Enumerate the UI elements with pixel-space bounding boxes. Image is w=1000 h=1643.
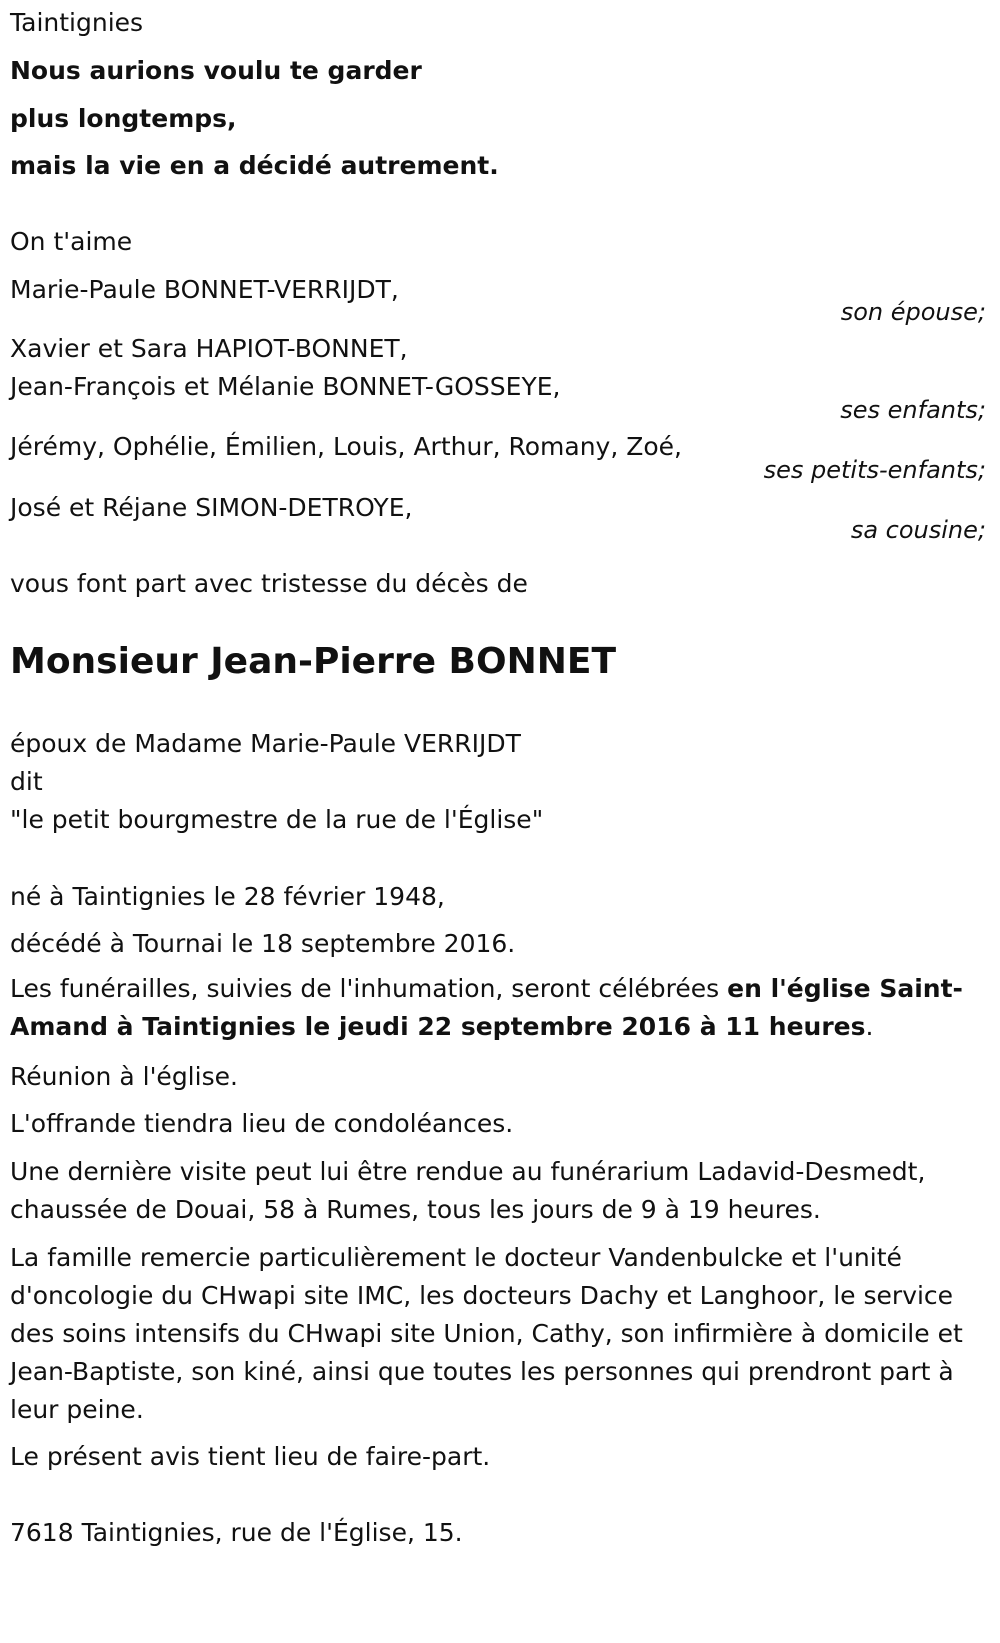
cousin: José et Réjane SIMON-DETROYE, (10, 493, 413, 522)
family-intro: On t'aime (10, 227, 133, 256)
quote-line-1: Nous aurions voulu te garder (10, 56, 422, 85)
address-line: 7618 Taintignies, rue de l'Église, 15. (10, 1518, 463, 1547)
visit-paragraph: Une dernière visite peut lui être rendue au funérarium Ladavid-Desmedt, chaussée de Douai, 58 à Rumes, tous les jours de 9 à 19 heures. (10, 1157, 926, 1224)
grandchildren-role: ses petits-enfants; (763, 456, 986, 484)
meeting-line: Réunion à l'église. (10, 1062, 238, 1091)
funeral-text-before: Les funérailles, suivies de l'inhumation, seront célébrées (10, 974, 728, 1003)
spouse-role: son épouse; (840, 298, 986, 326)
child-1: Xavier et Sara HAPIOT-BONNET, (10, 334, 408, 363)
funeral-paragraph (10, 970, 990, 1046)
funeral-text-bold: en l'église Saint-Amand à Taintignies le jeudi 22 septembre 2016 à 11 heures (10, 974, 963, 1041)
died-line: décédé à Tournai le 18 septembre 2016. (10, 929, 516, 958)
announce: vous font part avec tristesse du décès de (10, 569, 528, 598)
child-2: Jean-François et Mélanie BONNET-GOSSEYE, (10, 372, 561, 401)
dit-line: dit (10, 767, 43, 796)
thanks-paragraph: La famille remercie particulièrement le docteur Vandenbulcke et l'unité d'oncologie du CHwapi site IMC, les docteurs Dachy et Langhoor, le service des soins intensifs du CHwapi site Union, Cathy, son infirmière à domicile et Jean-Baptiste, son kiné, ainsi que toutes les personnes qui prendront part à leur peine. (10, 1243, 963, 1424)
cousin-role: sa cousine; (850, 516, 986, 544)
spouse-line: époux de Madame Marie-Paule VERRIJDT (10, 729, 521, 758)
born-line: né à Taintignies le 28 février 1948, (10, 882, 445, 911)
deceased-name: Monsieur Jean-Pierre BONNET (10, 641, 617, 682)
offering-line: L'offrande tiendra lieu de condoléances. (10, 1109, 514, 1138)
funeral-text-after: . (865, 1012, 874, 1041)
children-role: ses enfants; (840, 396, 986, 424)
nickname: "le petit bourgmestre de la rue de l'Église" (10, 805, 544, 834)
grandchildren: Jérémy, Ophélie, Émilien, Louis, Arthur, Romany, Zoé, (10, 432, 682, 461)
quote-line-2: plus longtemps, (10, 104, 237, 133)
place: Taintignies (10, 8, 144, 37)
quote-line-3: mais la vie en a décidé autrement. (10, 151, 499, 180)
spouse-name: Marie-Paule BONNET-VERRIJDT, (10, 275, 399, 304)
notice-line: Le présent avis tient lieu de faire-part. (10, 1442, 491, 1471)
